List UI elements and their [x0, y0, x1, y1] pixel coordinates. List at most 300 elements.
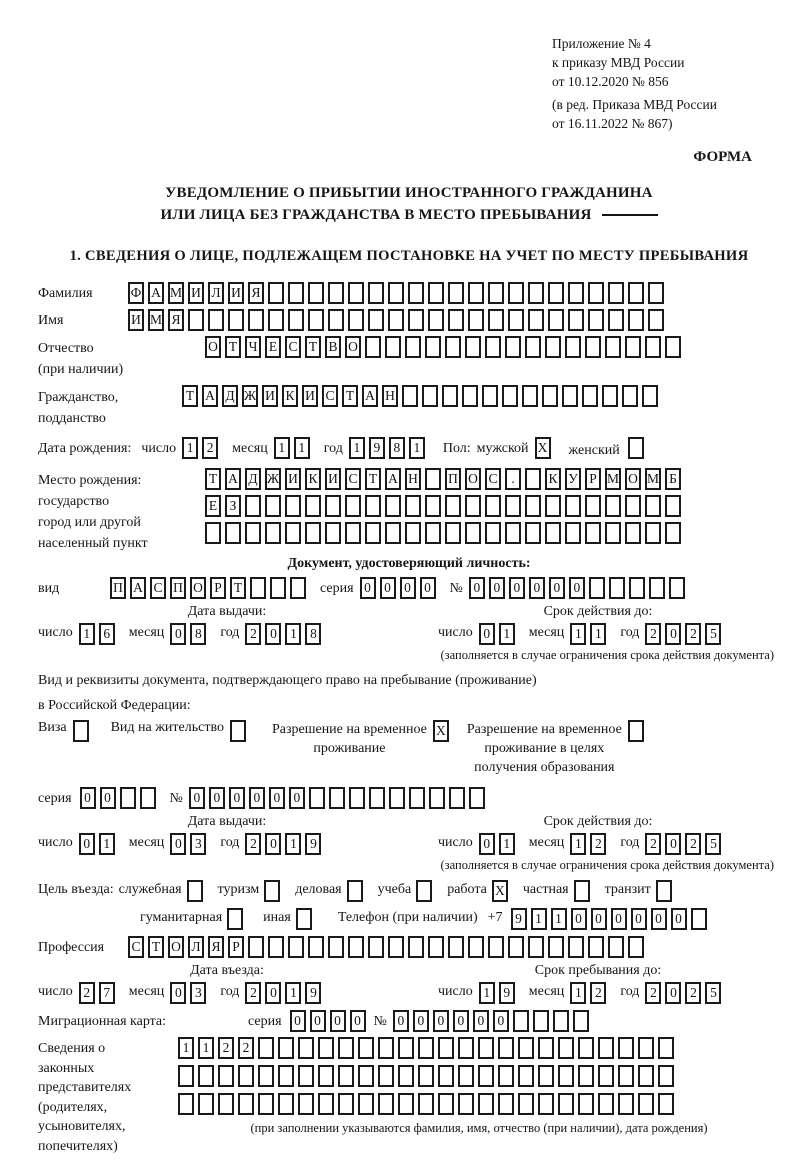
form-cell[interactable]	[478, 1065, 494, 1087]
form-cell[interactable]: М	[605, 468, 621, 490]
form-cell[interactable]	[298, 1065, 314, 1087]
form-cell[interactable]	[448, 309, 464, 331]
form-cell[interactable]	[485, 495, 501, 517]
form-cell[interactable]	[398, 1037, 414, 1059]
form-cell[interactable]: 5	[705, 623, 721, 645]
form-cell[interactable]: X	[535, 437, 551, 459]
form-cell[interactable]	[505, 495, 521, 517]
form-cell[interactable]	[562, 385, 578, 407]
form-cell[interactable]: 5	[705, 833, 721, 855]
form-cell[interactable]	[665, 522, 681, 544]
form-cell[interactable]: Н	[382, 385, 398, 407]
form-cell[interactable]	[429, 787, 445, 809]
form-cell[interactable]: 2	[238, 1037, 254, 1059]
form-cell[interactable]	[388, 309, 404, 331]
form-cell[interactable]: 0	[380, 577, 396, 599]
form-cell[interactable]	[448, 936, 464, 958]
form-cell[interactable]: 1	[349, 437, 365, 459]
form-cell[interactable]: Ф	[128, 282, 144, 304]
form-cell[interactable]	[369, 787, 385, 809]
form-cell[interactable]	[250, 577, 266, 599]
form-cell[interactable]: 6	[99, 623, 115, 645]
form-cell[interactable]: 0	[671, 908, 687, 930]
form-cell[interactable]: Т	[342, 385, 358, 407]
form-cell[interactable]: О	[168, 936, 184, 958]
form-cell[interactable]	[187, 880, 203, 902]
form-cell[interactable]: С	[485, 468, 501, 490]
form-cell[interactable]	[665, 495, 681, 517]
form-cell[interactable]: 0	[189, 787, 205, 809]
form-cell[interactable]: Т	[148, 936, 164, 958]
form-cell[interactable]	[228, 309, 244, 331]
form-cell[interactable]	[548, 309, 564, 331]
form-cell[interactable]	[628, 720, 644, 742]
form-cell[interactable]: Я	[248, 282, 264, 304]
form-cell[interactable]: 5	[705, 982, 721, 1004]
form-cell[interactable]: И	[285, 468, 301, 490]
form-cell[interactable]: Т	[205, 468, 221, 490]
form-cell[interactable]	[365, 522, 381, 544]
form-cell[interactable]: А	[130, 577, 146, 599]
form-cell[interactable]: О	[625, 468, 641, 490]
form-cell[interactable]	[691, 908, 707, 930]
form-cell[interactable]	[645, 495, 661, 517]
form-cell[interactable]: 0	[479, 833, 495, 855]
form-cell[interactable]	[658, 1093, 674, 1115]
form-cell[interactable]	[589, 577, 605, 599]
form-cell[interactable]	[598, 1093, 614, 1115]
form-cell[interactable]: 0	[665, 623, 681, 645]
form-cell[interactable]	[568, 282, 584, 304]
form-cell[interactable]	[238, 1065, 254, 1087]
form-cell[interactable]	[485, 336, 501, 358]
form-cell[interactable]	[308, 309, 324, 331]
form-cell[interactable]	[298, 1037, 314, 1059]
form-cell[interactable]	[568, 936, 584, 958]
form-cell[interactable]: К	[545, 468, 561, 490]
form-cell[interactable]	[368, 936, 384, 958]
form-cell[interactable]: 0	[489, 577, 505, 599]
form-cell[interactable]	[618, 1037, 634, 1059]
form-cell[interactable]	[305, 495, 321, 517]
form-cell[interactable]	[230, 720, 246, 742]
form-cell[interactable]: 0	[360, 577, 376, 599]
form-cell[interactable]	[409, 787, 425, 809]
form-cell[interactable]	[629, 577, 645, 599]
form-cell[interactable]	[140, 787, 156, 809]
form-cell[interactable]	[648, 309, 664, 331]
form-cell[interactable]	[642, 385, 658, 407]
form-cell[interactable]	[408, 309, 424, 331]
form-cell[interactable]	[348, 936, 364, 958]
form-cell[interactable]: О	[345, 336, 361, 358]
form-cell[interactable]	[588, 936, 604, 958]
form-cell[interactable]: Д	[222, 385, 238, 407]
form-cell[interactable]: Д	[245, 468, 261, 490]
form-cell[interactable]	[602, 385, 618, 407]
form-cell[interactable]	[585, 522, 601, 544]
form-cell[interactable]	[308, 936, 324, 958]
form-cell[interactable]: 1	[409, 437, 425, 459]
form-cell[interactable]	[573, 1010, 589, 1032]
form-cell[interactable]	[525, 468, 541, 490]
form-cell[interactable]	[609, 577, 625, 599]
form-cell[interactable]: 0	[473, 1010, 489, 1032]
form-cell[interactable]	[348, 282, 364, 304]
form-cell[interactable]	[285, 495, 301, 517]
form-cell[interactable]: 0	[310, 1010, 326, 1032]
form-cell[interactable]	[198, 1065, 214, 1087]
form-cell[interactable]	[448, 282, 464, 304]
form-cell[interactable]	[505, 522, 521, 544]
form-cell[interactable]	[538, 1065, 554, 1087]
form-cell[interactable]	[498, 1065, 514, 1087]
form-cell[interactable]: 2	[590, 982, 606, 1004]
form-cell[interactable]	[445, 336, 461, 358]
form-cell[interactable]: 1	[590, 623, 606, 645]
form-cell[interactable]	[378, 1037, 394, 1059]
form-cell[interactable]: И	[262, 385, 278, 407]
form-cell[interactable]: И	[302, 385, 318, 407]
form-cell[interactable]: С	[285, 336, 301, 358]
form-cell[interactable]: 0	[170, 623, 186, 645]
form-cell[interactable]: 2	[202, 437, 218, 459]
form-cell[interactable]: 0	[571, 908, 587, 930]
form-cell[interactable]	[638, 1037, 654, 1059]
form-cell[interactable]	[365, 495, 381, 517]
form-cell[interactable]	[658, 1037, 674, 1059]
form-cell[interactable]: 0	[569, 577, 585, 599]
form-cell[interactable]: 0	[479, 623, 495, 645]
form-cell[interactable]	[358, 1065, 374, 1087]
form-cell[interactable]	[288, 282, 304, 304]
form-cell[interactable]	[365, 336, 381, 358]
form-cell[interactable]	[558, 1093, 574, 1115]
form-cell[interactable]	[348, 309, 364, 331]
form-cell[interactable]: Л	[188, 936, 204, 958]
form-cell[interactable]	[605, 495, 621, 517]
form-cell[interactable]: И	[325, 468, 341, 490]
form-cell[interactable]: 1	[499, 833, 515, 855]
form-cell[interactable]: 0	[665, 833, 681, 855]
form-cell[interactable]	[227, 908, 243, 930]
form-cell[interactable]	[428, 282, 444, 304]
form-cell[interactable]	[358, 1037, 374, 1059]
form-cell[interactable]	[268, 282, 284, 304]
form-cell[interactable]: 9	[369, 437, 385, 459]
form-cell[interactable]	[458, 1037, 474, 1059]
form-cell[interactable]: К	[282, 385, 298, 407]
form-cell[interactable]: Л	[208, 282, 224, 304]
form-cell[interactable]: 0	[330, 1010, 346, 1032]
form-cell[interactable]	[248, 309, 264, 331]
form-cell[interactable]: С	[322, 385, 338, 407]
form-cell[interactable]	[574, 880, 590, 902]
form-cell[interactable]: 0	[229, 787, 245, 809]
form-cell[interactable]	[238, 1093, 254, 1115]
form-cell[interactable]: Т	[305, 336, 321, 358]
form-cell[interactable]	[385, 522, 401, 544]
form-cell[interactable]: 8	[389, 437, 405, 459]
form-cell[interactable]: Т	[225, 336, 241, 358]
form-cell[interactable]	[264, 880, 280, 902]
form-cell[interactable]: 0	[79, 833, 95, 855]
form-cell[interactable]	[578, 1037, 594, 1059]
form-cell[interactable]	[198, 1093, 214, 1115]
form-cell[interactable]: 0	[400, 577, 416, 599]
form-cell[interactable]: У	[565, 468, 581, 490]
form-cell[interactable]	[608, 936, 624, 958]
form-cell[interactable]: М	[645, 468, 661, 490]
form-cell[interactable]	[528, 282, 544, 304]
form-cell[interactable]	[465, 495, 481, 517]
form-cell[interactable]	[618, 1093, 634, 1115]
form-cell[interactable]	[428, 309, 444, 331]
form-cell[interactable]: О	[465, 468, 481, 490]
form-cell[interactable]	[389, 787, 405, 809]
form-cell[interactable]	[558, 1065, 574, 1087]
form-cell[interactable]: 9	[511, 908, 527, 930]
form-cell[interactable]	[428, 936, 444, 958]
form-cell[interactable]: 2	[685, 623, 701, 645]
form-cell[interactable]	[578, 1093, 594, 1115]
form-cell[interactable]: 2	[685, 833, 701, 855]
form-cell[interactable]	[425, 522, 441, 544]
form-cell[interactable]: 0	[265, 623, 281, 645]
form-cell[interactable]	[225, 522, 241, 544]
form-cell[interactable]	[565, 522, 581, 544]
form-cell[interactable]	[545, 495, 561, 517]
form-cell[interactable]	[518, 1093, 534, 1115]
form-cell[interactable]	[178, 1065, 194, 1087]
form-cell[interactable]: 0	[631, 908, 647, 930]
form-cell[interactable]	[408, 936, 424, 958]
form-cell[interactable]	[528, 936, 544, 958]
form-cell[interactable]	[445, 522, 461, 544]
form-cell[interactable]: 9	[305, 833, 321, 855]
form-cell[interactable]	[120, 787, 136, 809]
form-cell[interactable]: 0	[393, 1010, 409, 1032]
form-cell[interactable]: И	[228, 282, 244, 304]
form-cell[interactable]	[265, 495, 281, 517]
form-cell[interactable]	[258, 1065, 274, 1087]
form-cell[interactable]: 1	[551, 908, 567, 930]
form-cell[interactable]	[318, 1093, 334, 1115]
form-cell[interactable]: 0	[509, 577, 525, 599]
form-cell[interactable]	[422, 385, 438, 407]
form-cell[interactable]: Ж	[242, 385, 258, 407]
form-cell[interactable]	[545, 336, 561, 358]
form-cell[interactable]: А	[148, 282, 164, 304]
form-cell[interactable]: 0	[549, 577, 565, 599]
form-cell[interactable]	[522, 385, 538, 407]
form-cell[interactable]	[538, 1093, 554, 1115]
form-cell[interactable]: Я	[168, 309, 184, 331]
form-cell[interactable]	[528, 309, 544, 331]
form-cell[interactable]	[478, 1093, 494, 1115]
form-cell[interactable]	[442, 385, 458, 407]
form-cell[interactable]	[513, 1010, 529, 1032]
form-cell[interactable]	[208, 309, 224, 331]
form-cell[interactable]: К	[305, 468, 321, 490]
form-cell[interactable]	[608, 309, 624, 331]
form-cell[interactable]: 0	[100, 787, 116, 809]
form-cell[interactable]	[598, 1065, 614, 1087]
form-cell[interactable]	[278, 1065, 294, 1087]
form-cell[interactable]	[645, 336, 661, 358]
form-cell[interactable]	[325, 495, 341, 517]
form-cell[interactable]: 0	[265, 833, 281, 855]
form-cell[interactable]	[349, 787, 365, 809]
form-cell[interactable]	[605, 522, 621, 544]
form-cell[interactable]	[218, 1093, 234, 1115]
form-cell[interactable]: 1	[531, 908, 547, 930]
form-cell[interactable]: З	[225, 495, 241, 517]
form-cell[interactable]	[416, 880, 432, 902]
form-cell[interactable]	[465, 522, 481, 544]
form-cell[interactable]	[465, 336, 481, 358]
form-cell[interactable]	[625, 495, 641, 517]
form-cell[interactable]	[656, 880, 672, 902]
form-cell[interactable]: С	[150, 577, 166, 599]
form-cell[interactable]: 2	[645, 982, 661, 1004]
form-cell[interactable]	[658, 1065, 674, 1087]
form-cell[interactable]: 9	[499, 982, 515, 1004]
form-cell[interactable]	[278, 1037, 294, 1059]
form-cell[interactable]	[538, 1037, 554, 1059]
form-cell[interactable]: 0	[265, 982, 281, 1004]
form-cell[interactable]: 1	[294, 437, 310, 459]
form-cell[interactable]	[525, 495, 541, 517]
form-cell[interactable]	[270, 577, 286, 599]
form-cell[interactable]	[468, 309, 484, 331]
form-cell[interactable]	[378, 1093, 394, 1115]
form-cell[interactable]	[628, 282, 644, 304]
form-cell[interactable]	[649, 577, 665, 599]
form-cell[interactable]	[488, 282, 504, 304]
form-cell[interactable]: Ч	[245, 336, 261, 358]
form-cell[interactable]: 7	[99, 982, 115, 1004]
form-cell[interactable]: 0	[469, 577, 485, 599]
form-cell[interactable]: 0	[420, 577, 436, 599]
form-cell[interactable]: А	[225, 468, 241, 490]
form-cell[interactable]	[458, 1065, 474, 1087]
form-cell[interactable]: А	[202, 385, 218, 407]
form-cell[interactable]	[585, 336, 601, 358]
form-cell[interactable]: 0	[209, 787, 225, 809]
form-cell[interactable]	[338, 1093, 354, 1115]
form-cell[interactable]	[565, 336, 581, 358]
form-cell[interactable]	[648, 282, 664, 304]
form-cell[interactable]	[398, 1093, 414, 1115]
form-cell[interactable]	[205, 522, 221, 544]
form-cell[interactable]	[542, 385, 558, 407]
form-cell[interactable]: Ж	[265, 468, 281, 490]
form-cell[interactable]: С	[128, 936, 144, 958]
form-cell[interactable]	[408, 282, 424, 304]
form-cell[interactable]	[378, 1065, 394, 1087]
form-cell[interactable]: Р	[585, 468, 601, 490]
form-cell[interactable]: 1	[182, 437, 198, 459]
form-cell[interactable]	[345, 522, 361, 544]
form-cell[interactable]: 0	[493, 1010, 509, 1032]
form-cell[interactable]	[318, 1037, 334, 1059]
form-cell[interactable]	[565, 495, 581, 517]
form-cell[interactable]: 9	[305, 982, 321, 1004]
form-cell[interactable]: Я	[208, 936, 224, 958]
form-cell[interactable]	[298, 1093, 314, 1115]
form-cell[interactable]	[553, 1010, 569, 1032]
form-cell[interactable]: 0	[665, 982, 681, 1004]
form-cell[interactable]: 1	[178, 1037, 194, 1059]
form-cell[interactable]	[518, 1065, 534, 1087]
form-cell[interactable]: П	[445, 468, 461, 490]
form-cell[interactable]	[458, 1093, 474, 1115]
form-cell[interactable]	[328, 309, 344, 331]
form-cell[interactable]	[588, 282, 604, 304]
form-cell[interactable]: 1	[79, 623, 95, 645]
form-cell[interactable]	[558, 1037, 574, 1059]
form-cell[interactable]	[628, 309, 644, 331]
form-cell[interactable]: Н	[405, 468, 421, 490]
form-cell[interactable]	[469, 787, 485, 809]
form-cell[interactable]	[308, 282, 324, 304]
form-cell[interactable]	[438, 1037, 454, 1059]
form-cell[interactable]: 0	[290, 1010, 306, 1032]
form-cell[interactable]	[638, 1065, 654, 1087]
form-cell[interactable]: 0	[433, 1010, 449, 1032]
form-cell[interactable]: И	[128, 309, 144, 331]
form-cell[interactable]	[425, 468, 441, 490]
form-cell[interactable]: 8	[190, 623, 206, 645]
form-cell[interactable]	[325, 522, 341, 544]
form-cell[interactable]: П	[170, 577, 186, 599]
form-cell[interactable]	[328, 936, 344, 958]
form-cell[interactable]: 2	[79, 982, 95, 1004]
form-cell[interactable]	[625, 522, 641, 544]
form-cell[interactable]: 1	[479, 982, 495, 1004]
form-cell[interactable]: 2	[685, 982, 701, 1004]
form-cell[interactable]: В	[325, 336, 341, 358]
form-cell[interactable]	[405, 336, 421, 358]
form-cell[interactable]	[328, 282, 344, 304]
form-cell[interactable]: 0	[249, 787, 265, 809]
form-cell[interactable]: 0	[350, 1010, 366, 1032]
form-cell[interactable]: 3	[190, 833, 206, 855]
form-cell[interactable]	[268, 936, 284, 958]
form-cell[interactable]	[645, 522, 661, 544]
form-cell[interactable]: 0	[170, 833, 186, 855]
form-cell[interactable]: 1	[285, 982, 301, 1004]
form-cell[interactable]: 2	[245, 623, 261, 645]
form-cell[interactable]	[398, 1065, 414, 1087]
form-cell[interactable]	[258, 1037, 274, 1059]
form-cell[interactable]: 0	[453, 1010, 469, 1032]
form-cell[interactable]	[525, 522, 541, 544]
form-cell[interactable]	[505, 336, 521, 358]
form-cell[interactable]	[285, 522, 301, 544]
form-cell[interactable]: 2	[645, 833, 661, 855]
form-cell[interactable]	[218, 1065, 234, 1087]
form-cell[interactable]	[73, 720, 89, 742]
form-cell[interactable]	[178, 1093, 194, 1115]
form-cell[interactable]	[258, 1093, 274, 1115]
form-cell[interactable]	[309, 787, 325, 809]
form-cell[interactable]: А	[385, 468, 401, 490]
form-cell[interactable]	[449, 787, 465, 809]
form-cell[interactable]: 1	[274, 437, 290, 459]
form-cell[interactable]: 1	[285, 623, 301, 645]
